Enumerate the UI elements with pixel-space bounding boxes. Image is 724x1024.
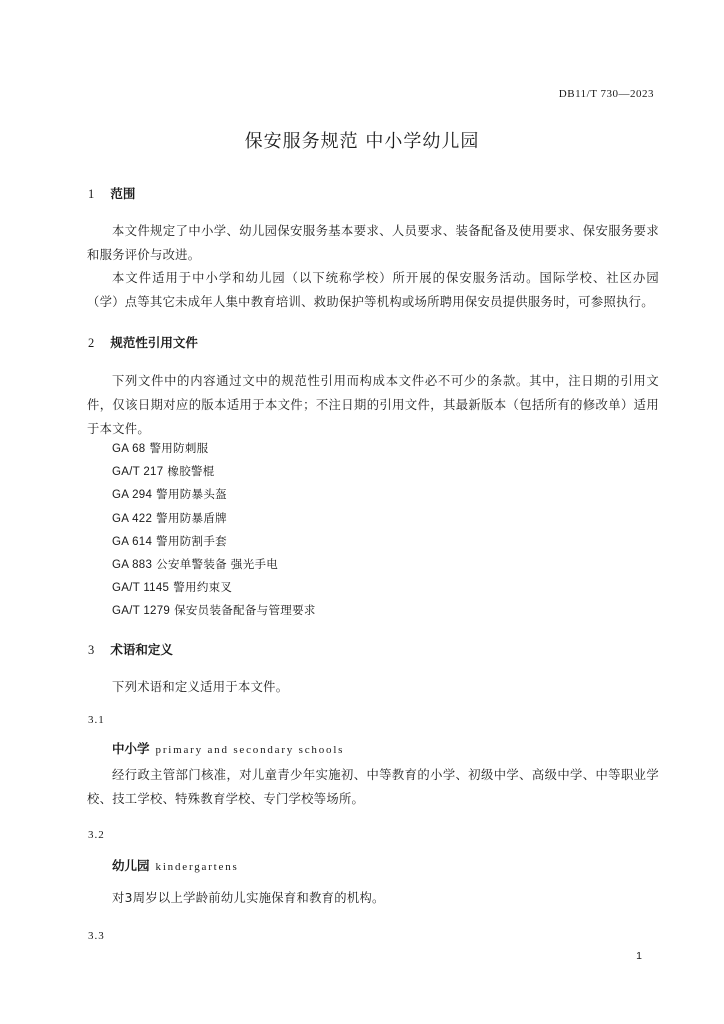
- reference-code: GA 422: [112, 512, 153, 525]
- reference-code: GA/T 1145: [112, 582, 170, 595]
- scope-paragraph-1: 本文件规定了中小学、幼儿园保安服务基本要求、人员要求、装备配备及使用要求、保安服务要求和服务评价与改进。: [87, 224, 659, 262]
- section-heading-normative-references: [88, 333, 198, 351]
- reference-item: [112, 576, 316, 599]
- section-number: 3: [88, 643, 95, 657]
- term-entry: [112, 856, 239, 874]
- reference-item: [112, 437, 316, 460]
- reference-item: [112, 599, 316, 622]
- section-title: 术语和定义: [110, 642, 173, 657]
- reference-code: GA/T 1279: [112, 605, 171, 618]
- section-heading-terms-definitions: [88, 640, 173, 658]
- section-title: 规范性引用文件: [110, 335, 198, 350]
- reference-code: GA 68: [112, 443, 146, 455]
- reference-name: 警用约束叉: [173, 580, 233, 595]
- term-entry: [112, 739, 344, 757]
- reference-code: GA 883: [112, 558, 153, 571]
- standard-code: DB11/T 730—2023: [558, 88, 654, 100]
- reference-item: [112, 553, 316, 576]
- references-intro-paragraph: 下列文件中的内容通过文中的规范性引用而构成本文件必不可少的条款。其中，注日期的引用文件，仅该日期对应的版本适用于本文件；不注日期的引用文件，其最新版本（包括所有的修改单）适用于本文件。: [87, 374, 659, 436]
- reference-code: GA 614: [112, 535, 153, 548]
- term-definition: 经行政主管部门核准，对儿童青少年实施初、中等教育的小学、初级中学、高级中学、中等职业学校、技工学校、特殊教育学校、专门学校等场所。: [87, 768, 659, 806]
- document-title: 保安服务规范 中小学幼儿园: [244, 131, 480, 152]
- reference-item: [112, 460, 316, 483]
- reference-item: [112, 530, 316, 553]
- section-number: 2: [88, 336, 95, 350]
- reference-name: 警用防割手套: [156, 533, 227, 548]
- reference-name: 橡胶警棍: [167, 464, 215, 479]
- term-chinese: 中小学: [112, 741, 150, 756]
- term-number: 3.3: [88, 930, 105, 942]
- reference-name: 警用防暴盾牌: [156, 510, 227, 525]
- section-title: 范围: [110, 186, 136, 201]
- reference-list: [112, 437, 316, 623]
- term-number: 3.1: [88, 714, 105, 726]
- reference-name: 公安单警装备 强光手电: [156, 556, 279, 571]
- reference-code: GA/T 217: [112, 466, 164, 479]
- page-number: 1: [636, 950, 642, 962]
- reference-name: 警用防暴头盔: [156, 487, 227, 502]
- reference-name: 警用防刺服: [149, 441, 209, 455]
- section-heading-scope: [88, 184, 135, 202]
- term-definition: 对3周岁以上学龄前幼儿实施保育和教育的机构。: [112, 891, 385, 905]
- section-number: 1: [88, 187, 95, 201]
- reference-item: [112, 507, 316, 530]
- term-chinese: 幼儿园: [112, 858, 150, 873]
- reference-name: 保安员装备配备与管理要求: [174, 603, 316, 618]
- term-english: primary and secondary schools: [155, 744, 345, 756]
- scope-paragraph-2: 本文件适用于中小学和幼儿园（以下统称学校）所开展的保安服务活动。国际学校、社区办园（学）点等其它未成年人集中教育培训、救助保护等机构或场所聘用保安员提供服务时，可参照执行。: [87, 271, 659, 309]
- reference-code: GA 294: [112, 489, 153, 502]
- term-english: kindergartens: [155, 861, 239, 873]
- term-number: 3.2: [88, 829, 105, 841]
- reference-item: [112, 483, 316, 506]
- terms-intro-paragraph: 下列术语和定义适用于本文件。: [112, 680, 289, 694]
